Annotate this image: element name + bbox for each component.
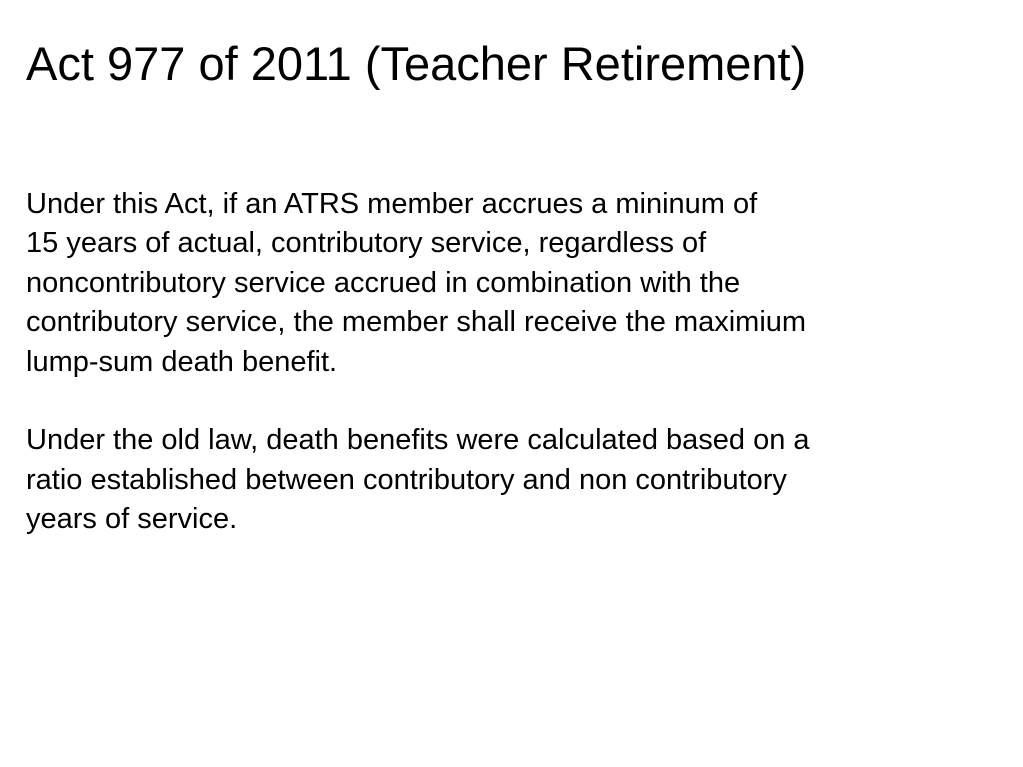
paragraph-line: lump-sum death benefit. <box>26 345 338 378</box>
paragraph-line: 15 years of actual, contributory service, regardless of <box>26 227 707 260</box>
paragraph-line: noncontributory service accrued in combination with the <box>26 266 741 299</box>
paragraph-line: ratio established between contributory and non contributory <box>26 463 787 496</box>
paragraph-line: Under the old law, death benefits were calculated based on a <box>26 424 810 457</box>
paragraph-old-law <box>26 421 1016 539</box>
paragraph-line: years of service. <box>26 503 238 536</box>
paragraph-line: Under this Act, if an ATRS member accrues a mininum of <box>26 188 758 220</box>
paragraph-line: contributory service, the member shall receive the maximium <box>26 306 807 339</box>
slide-body <box>26 185 1016 540</box>
paragraph-spacer <box>26 382 1016 421</box>
slide-title: Act 977 of 2011 (Teacher Retirement) <box>26 37 807 90</box>
paragraph-new-law <box>26 185 1016 382</box>
